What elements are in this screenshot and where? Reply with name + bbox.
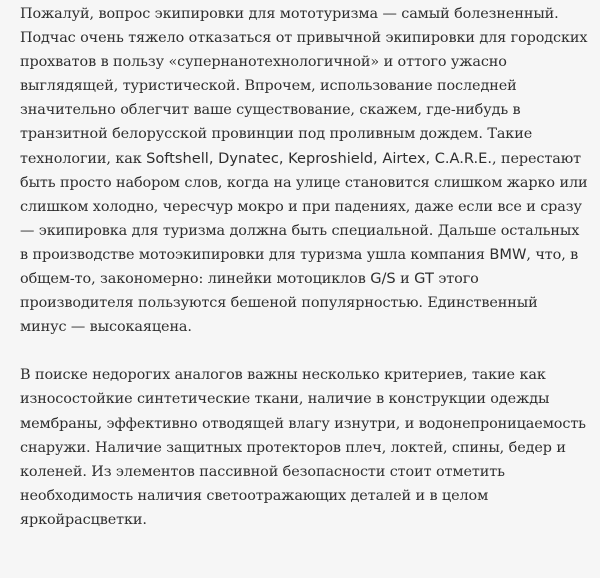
paragraph-text: Пожалуй, вопрос экипировки для мототуризма — самый болезненный. Подчас очень тяжело отказаться от привычной экипировки для городских прохватов в пользу «супернанотехнологичной» и оттого ужасно выглядящей, туристической. Впрочем, использование последней значительно облегчит ваше существование, скажем, где-нибудь в транзитной белорусской провинции под проливным дождем. Такие технологии, как [20, 6, 588, 167]
paragraph-criteria [20, 363, 588, 532]
model-line-gt: GT [414, 270, 434, 288]
brand-name: BMW [489, 245, 527, 263]
article-body [20, 2, 588, 532]
model-line-gs: G/S [370, 270, 396, 288]
paragraph-text: и [395, 271, 415, 288]
technology-names: Softshell, Dynatec, Keproshield, Airtex, C.A.R.E. [146, 149, 493, 167]
paragraph-gear-technologies [20, 2, 588, 339]
paragraph-text: В поиске недорогих аналогов важны несколько критериев, такие как износостойкие синтетические ткани, наличие в конструкции одежды мембраны, эффективно отводящей влагу изнутри, и водонепроницаемость снаружи. Наличие защитных протекторов плеч, локтей, спины, бедер и коленей. Из элементов пассивной безопасности стоит отметить необходимость наличия светоотражающих деталей и в целом яркойрасцветки. [20, 367, 586, 528]
paragraph-text: этого производителя пользуются бешеной популярностью. Единственный минус — высокаяцена. [20, 271, 538, 336]
paragraph-text: , перестают быть просто набором слов, когда на улице становится слишком жарко или слишком холодно, чересчур мокро и при падениях, даже если все и сразу — экипировка для туризма должна быть специальной. Дальше остальных в производстве мотоэкипировки для туризма ушла компания [20, 150, 588, 263]
paragraph-text: , что, в общем-то, закономерно: линейки мотоциклов [20, 246, 579, 288]
